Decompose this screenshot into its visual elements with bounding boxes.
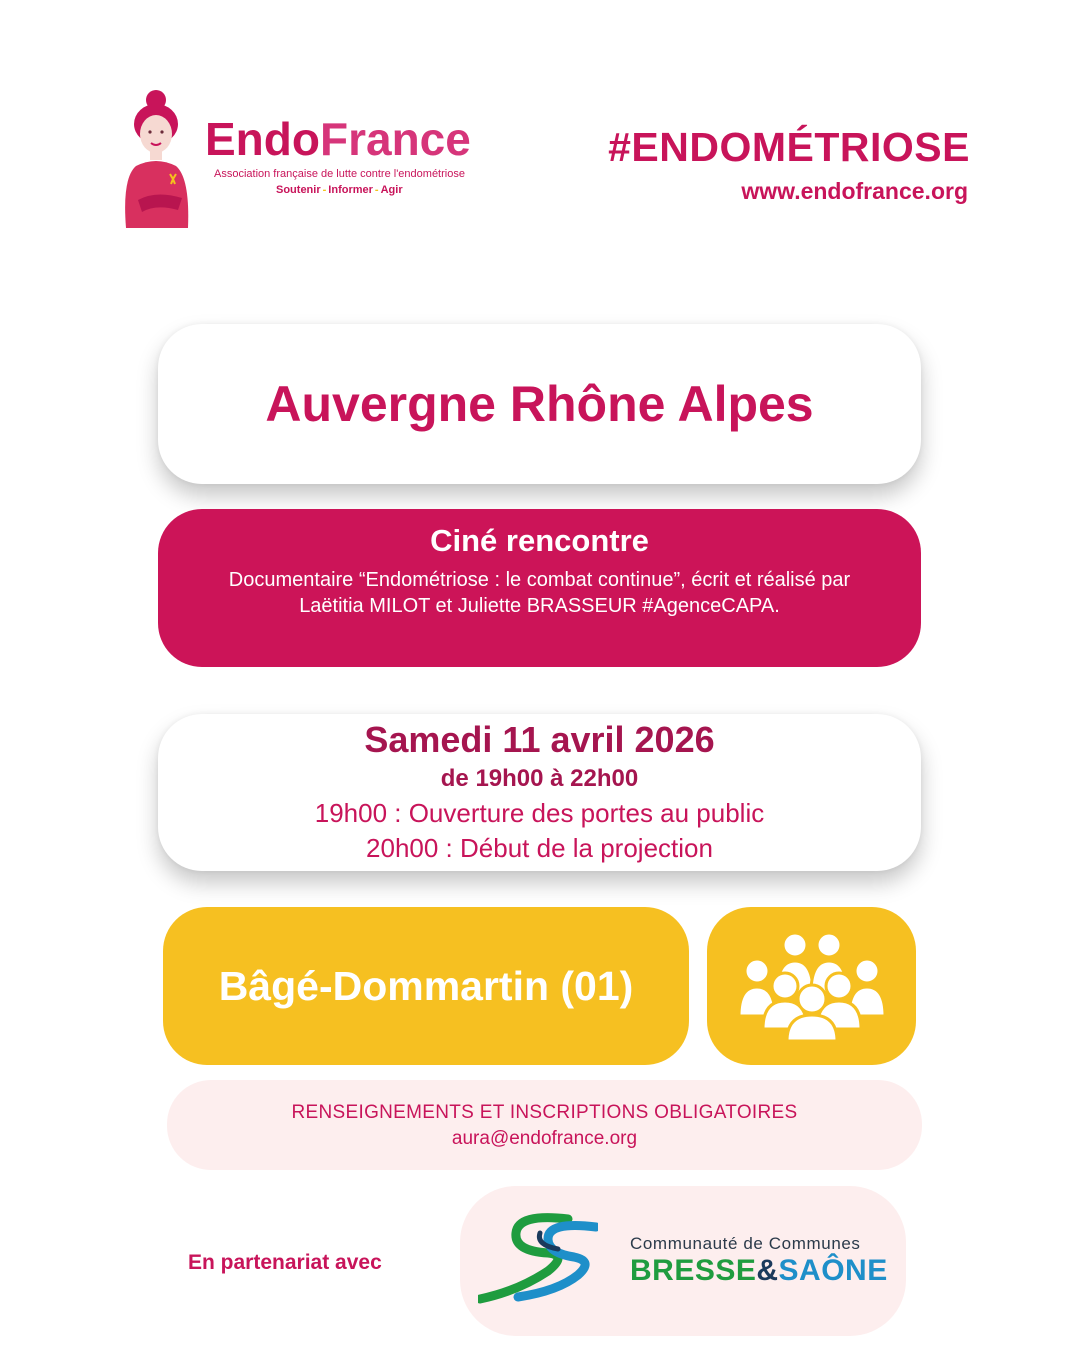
audience-card <box>707 907 916 1065</box>
info-card <box>167 1080 922 1170</box>
website-link[interactable]: www.endofrance.org <box>741 178 968 204</box>
place-name: Bâgé-Dommartin (01) <box>218 962 634 1009</box>
logo-subtitle: Association française de lutte contre l'endométriose <box>214 168 465 180</box>
event-date: Samedi 11 avril 2026 <box>364 719 715 760</box>
info-title: RENSEIGNEMENTS ET INSCRIPTIONS OBLIGATOIRES <box>291 1102 798 1123</box>
endofrance-logo-wordmark <box>205 112 471 166</box>
logo-tagline: Soutenir - Informer - Agir <box>276 184 403 196</box>
event-card <box>158 509 921 667</box>
region-title: Auvergne Rhône Alpes <box>265 376 814 432</box>
endofrance-mascot-illustration <box>116 88 198 230</box>
partner-line1: Communauté de Communes <box>630 1234 861 1253</box>
event-description: Documentaire “Endométriose : le combat continue”, écrit et réalisé par Laëtitia MILOT et Juliette BRASSEUR #AgenceCAPA. <box>228 569 851 617</box>
partner-name-part2: SAÔNE <box>778 1254 888 1287</box>
region-card <box>158 324 921 484</box>
contact-email-link[interactable]: aura@endofrance.org <box>451 1128 638 1149</box>
schedule-line-screening: 20h00 : Début de la projection <box>366 833 713 863</box>
tagline-item: Agir <box>380 184 403 196</box>
people-group-icon <box>737 931 887 1041</box>
partner-intro: En partenariat avec <box>188 1251 382 1274</box>
hashtag-heading: #ENDOMÉTRIOSE <box>608 124 970 170</box>
event-title: Ciné rencontre <box>430 523 649 558</box>
place-card <box>163 907 689 1065</box>
bresse-saone-logo-icon <box>478 1211 598 1306</box>
logo-name-part2: France <box>319 113 471 165</box>
partner-name-part1: BRESSE <box>630 1254 757 1287</box>
event-hours: de 19h00 à 22h00 <box>440 765 639 792</box>
schedule-card <box>158 714 921 871</box>
tagline-item: Informer <box>328 184 373 196</box>
tagline-item: Soutenir <box>276 184 321 196</box>
logo-name-part1: Endo <box>205 113 320 165</box>
partner-card <box>460 1186 906 1336</box>
partner-name <box>630 1254 888 1288</box>
schedule-line-doors: 19h00 : Ouverture des portes au public <box>314 798 765 828</box>
partner-ampersand: & <box>756 1254 779 1287</box>
